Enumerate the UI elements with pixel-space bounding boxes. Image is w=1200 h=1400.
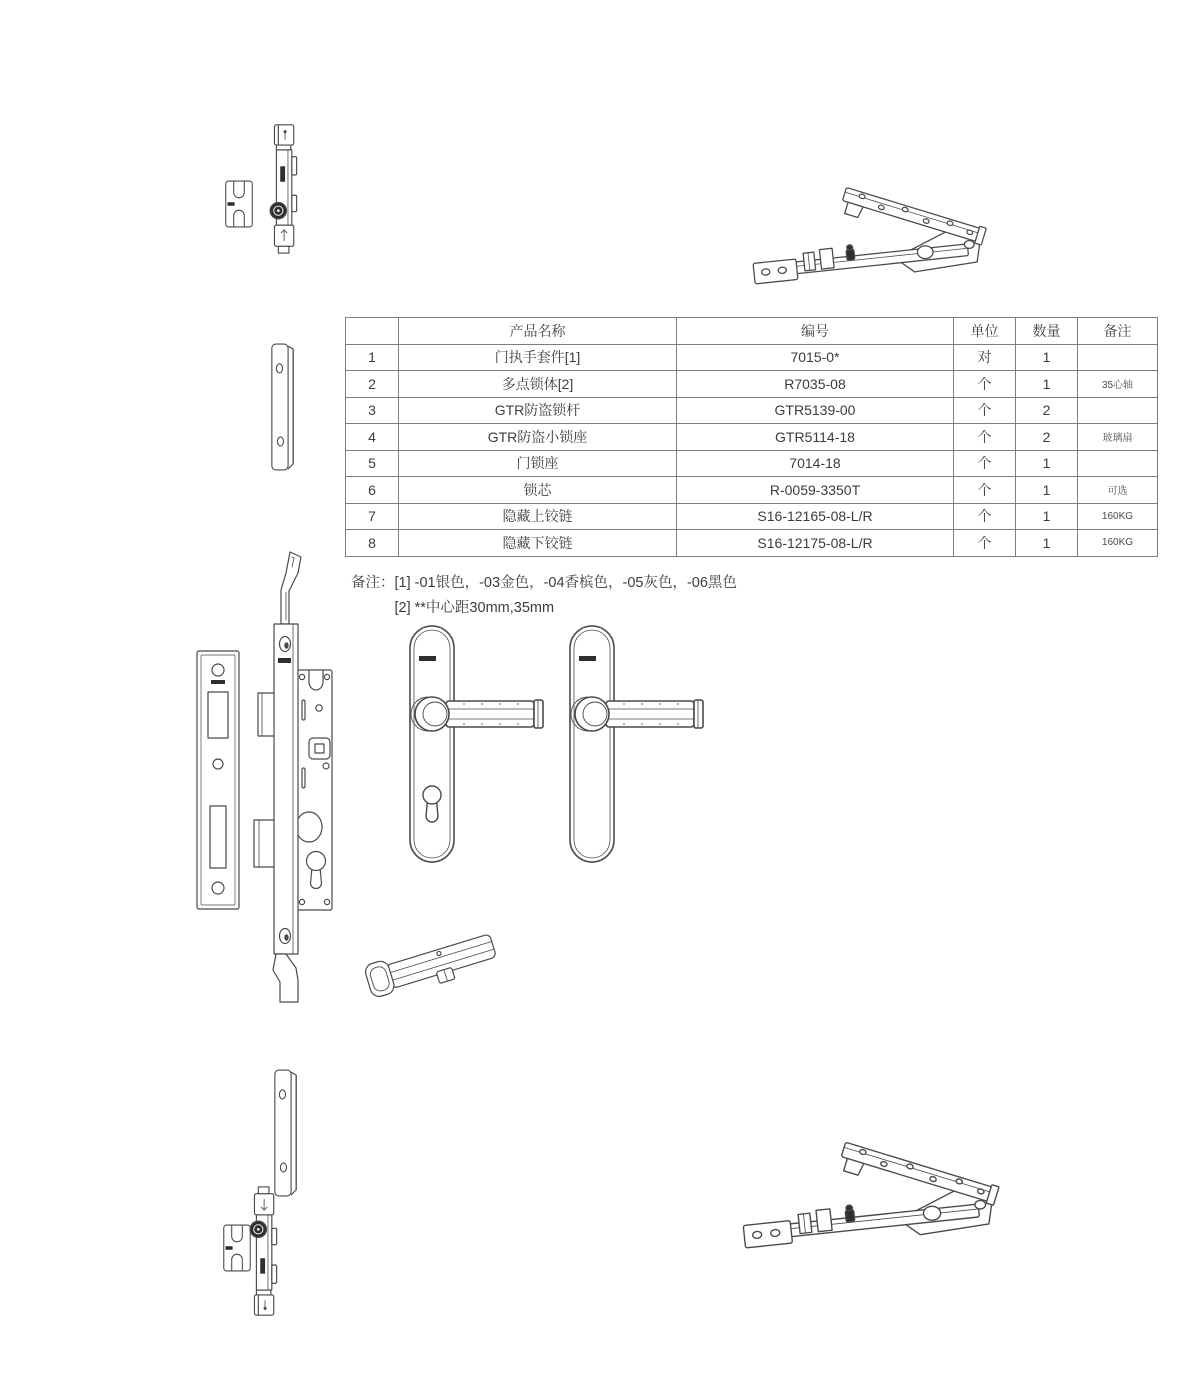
cell-code: S16-12175-08-L/R [677,530,954,557]
table-row [346,424,1158,451]
header-no [346,318,399,345]
cell-code: S16-12165-08-L/R [677,503,954,530]
drawing-multipoint-lock-body [252,546,360,1024]
cell-remark [1078,344,1158,371]
table-row [346,450,1158,477]
cell-name: 门执手套件[1] [399,344,677,371]
drawing-door-handle-outside [402,618,552,870]
cell-remark: 可选 [1078,477,1158,504]
drawing-anti-theft-lock-rod-top [266,121,308,256]
cell-unit: 个 [954,477,1016,504]
cell-name: 隐藏下铰链 [399,530,677,557]
cell-remark: 160KG [1078,530,1158,557]
cell-code: 7014-18 [677,450,954,477]
cell-unit: 个 [954,530,1016,557]
cell-name: GTR防盗锁杆 [399,397,677,424]
table-row [346,530,1158,557]
cell-qty: 1 [1016,530,1078,557]
cell-code: R7035-08 [677,371,954,398]
cell-unit: 个 [954,371,1016,398]
cell-name: 隐藏上铰链 [399,503,677,530]
cell-unit: 个 [954,450,1016,477]
drawing-lower-hinge [738,1122,1006,1282]
drawing-strike-strip-lower [266,1066,304,1200]
header-qty: 数量 [1016,318,1078,345]
cell-code: 7015-0* [677,344,954,371]
cell-remark: 160KG [1078,503,1158,530]
notes-line-2: [2] **中心距30mm,35mm [394,600,555,616]
header-unit: 单位 [954,318,1016,345]
cell-code: GTR5139-00 [677,397,954,424]
cell-qty: 1 [1016,371,1078,398]
cell-name: 多点锁体[2] [399,371,677,398]
cell-no: 3 [346,397,399,424]
table-row [346,371,1158,398]
drawing-anti-theft-lock-rod-bottom [246,1184,288,1319]
drawing-lock-cylinder [360,910,505,1010]
cell-name: 门锁座 [399,450,677,477]
cell-remark [1078,450,1158,477]
cell-qty: 1 [1016,503,1078,530]
header-code: 编号 [677,318,954,345]
drawing-door-strike-plate [192,648,244,916]
parts-table [345,317,1158,557]
table-row [346,344,1158,371]
cell-name: 锁芯 [399,477,677,504]
notes-line-1: [1] -01银色，-03金色，-04香槟色，-05灰色，-06黑色 [394,575,737,591]
table-notes [351,571,737,621]
cell-unit: 个 [954,424,1016,451]
cell-no: 1 [346,344,399,371]
cell-no: 2 [346,371,399,398]
table-row [346,397,1158,424]
cell-code: GTR5114-18 [677,424,954,451]
table-row [346,503,1158,530]
cell-no: 8 [346,530,399,557]
table-header-row [346,318,1158,345]
drawing-upper-hinge [748,176,993,308]
cell-qty: 1 [1016,450,1078,477]
header-name: 产品名称 [399,318,677,345]
header-remark: 备注 [1078,318,1158,345]
cell-unit: 个 [954,503,1016,530]
cell-unit: 个 [954,397,1016,424]
cell-name: GTR防盗小锁座 [399,424,677,451]
cell-qty: 2 [1016,424,1078,451]
cell-remark: 玻璃扇 [1078,424,1158,451]
cell-code: R-0059-3350T [677,477,954,504]
drawing-strike-strip-upper [263,340,301,474]
cell-no: 6 [346,477,399,504]
table-row [346,477,1158,504]
cell-remark: 35心轴 [1078,371,1158,398]
drawing-small-lock-seat-top [224,178,254,230]
notes-label: 备注： [351,575,395,591]
cell-no: 4 [346,424,399,451]
cell-unit: 对 [954,344,1016,371]
cell-no: 7 [346,503,399,530]
cell-qty: 1 [1016,477,1078,504]
cell-no: 5 [346,450,399,477]
cell-remark [1078,397,1158,424]
cell-qty: 2 [1016,397,1078,424]
drawing-door-handle-inside [562,618,712,870]
cell-qty: 1 [1016,344,1078,371]
